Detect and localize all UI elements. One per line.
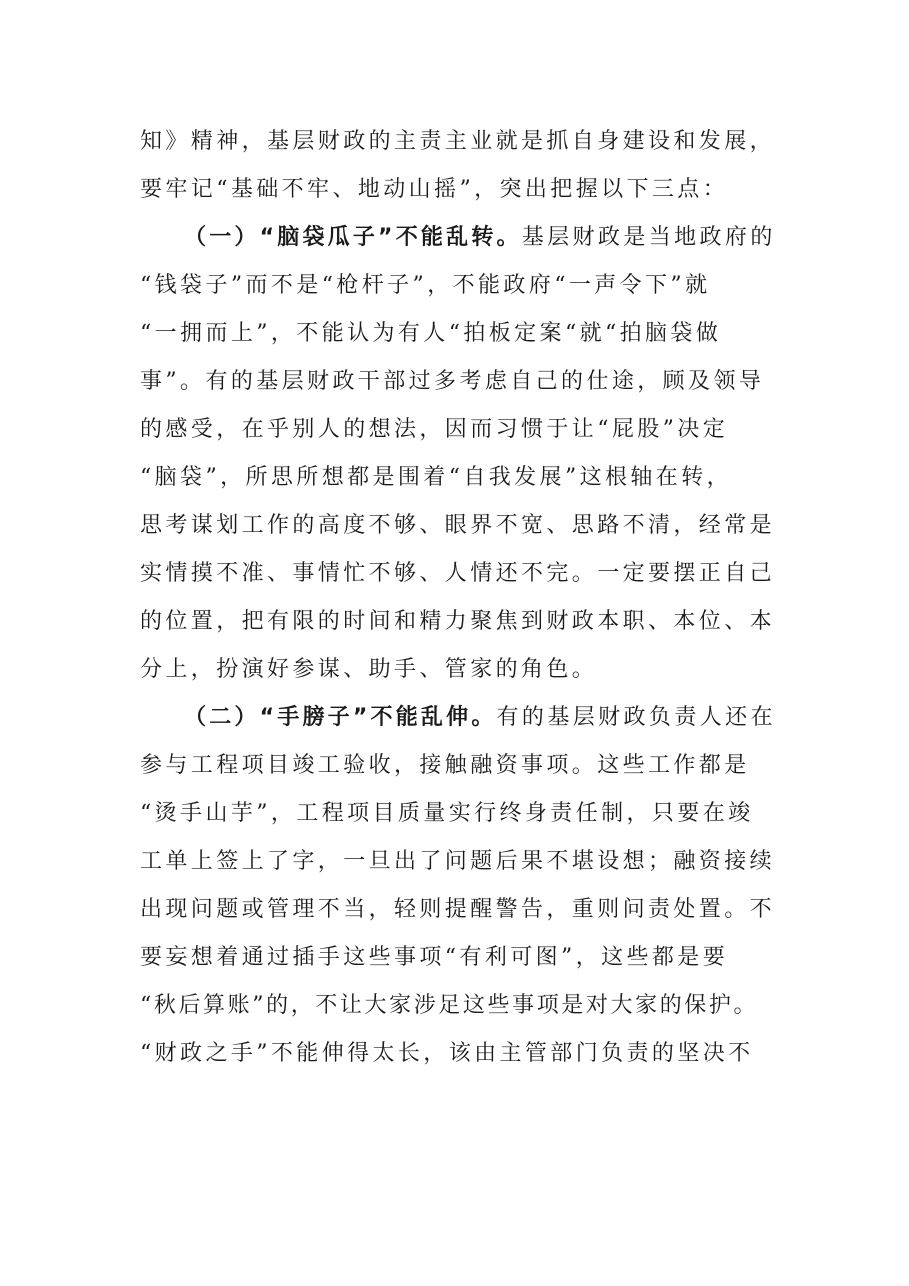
text-line: 实情摸不准、事情忙不够、人情还不完。一定要摆正自己 — [140, 561, 776, 586]
text-line: 要妄想着通过插手这些事项“有利可图”，这些都是要 — [140, 945, 729, 970]
text-line: 的位置，把有限的时间和精力聚焦到财政本职、本位、本 — [140, 609, 776, 634]
section-2-heading: （二）“手膀子”不能乱伸。 — [184, 705, 497, 730]
section-2-first-line-text: 有的基层财政负责人还在 — [496, 705, 776, 730]
text-line: 思考谋划工作的高度不够、眼界不宽、思路不清，经常是 — [140, 513, 776, 538]
section-1-first-line-text: 基层财政是当地政府的 — [521, 225, 776, 250]
text-line: 的感受，在乎别人的想法，因而习惯于让“屁股”决定 — [140, 417, 729, 442]
section-1-first-line — [140, 214, 780, 262]
text-line: 分上，扮演好参谋、助手、管家的角色。 — [140, 657, 598, 682]
section-2-first-line — [140, 694, 780, 742]
text-line: “烫手山芋”，工程项目质量实行终身责任制，只要在竣 — [140, 801, 754, 826]
text-line: 工单上签上了字，一旦出了问题后果不堪设想；融资接续 — [140, 849, 776, 874]
section-1-heading: （一）“脑袋瓜子”不能乱转。 — [184, 225, 522, 250]
text-line: 要牢记“基础不牢、地动山摇”，突出把握以下三点： — [140, 177, 729, 202]
text-line: 出现问题或管理不当，轻则提醒警告，重则问责处置。不 — [140, 897, 776, 922]
text-line: “财政之手”不能伸得太长，该由主管部门负责的坚决不 — [140, 1041, 754, 1066]
text-line: 知》精神，基层财政的主责主业就是抓自身建设和发展， — [140, 129, 776, 154]
text-line: “钱袋子”而不是“枪杆子”，不能政府“一声令下”就 — [140, 273, 711, 298]
document-body — [140, 118, 780, 1078]
text-line: 事”。有的基层财政干部过多考虑自己的仕途，顾及领导 — [140, 369, 765, 394]
text-line: “脑袋”，所思所想都是围着“自我发展”这根轴在转， — [140, 465, 732, 490]
text-line: “一拥而上”，不能认为有人“拍板定案“就“拍脑袋做 — [140, 321, 722, 346]
text-line: “秋后算账”的，不让大家涉足这些事项是对大家的保护。 — [140, 993, 759, 1018]
text-line: 参与工程项目竣工验收，接触融资事项。这些工作都是 — [140, 753, 750, 778]
